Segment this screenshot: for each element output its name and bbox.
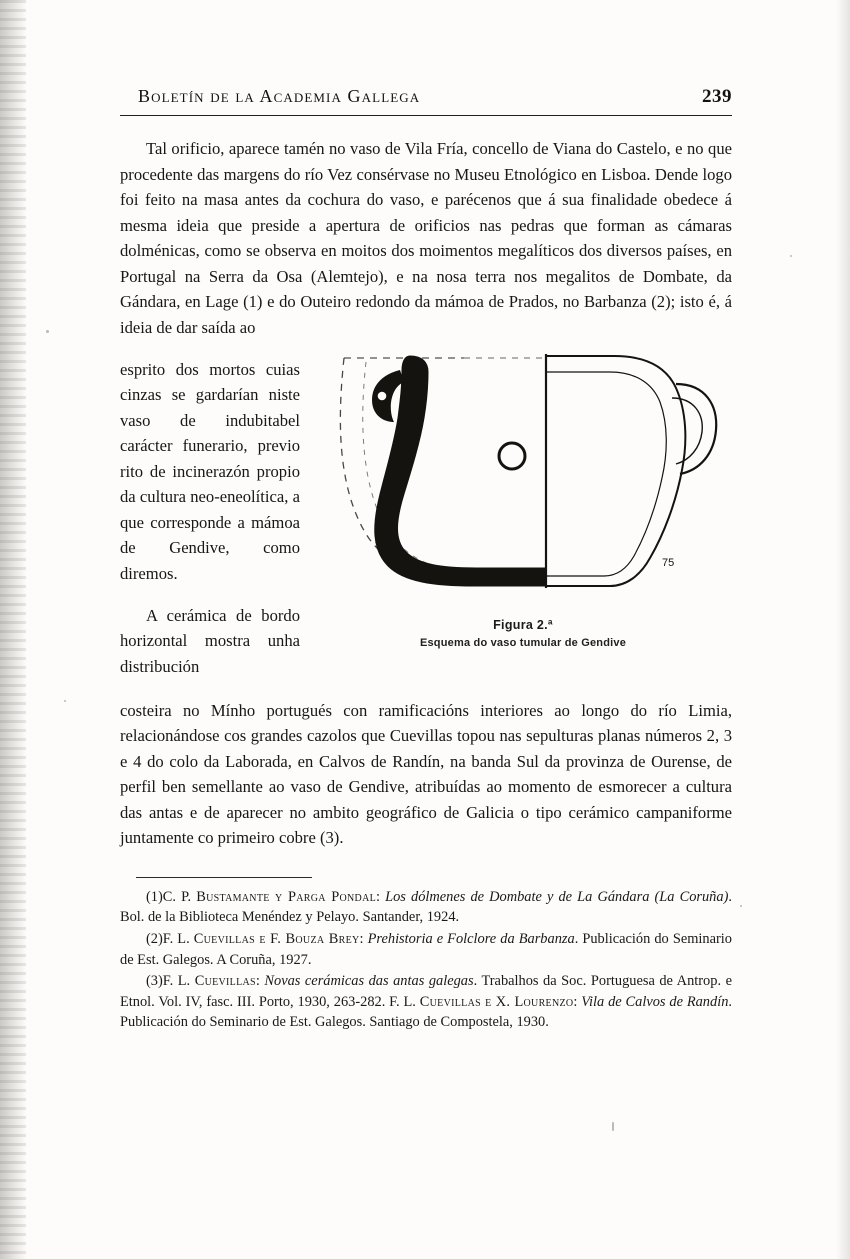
footnote-tail: . Bol. de la Biblioteca Menéndez y Pelayo. Santander, 1924. — [120, 888, 732, 926]
figure-image — [314, 344, 732, 616]
footnote-authors: Cuevillas — [194, 973, 256, 990]
footnote-lead: F. L. — [162, 930, 194, 947]
paragraph: Tal orificio, aparece tamén no vaso de Vila Fría, concello de Viana do Castelo, e no que procedente das margens do río Vez consérvase no Museu Etnológico en Lisboa. Dende logo foi feito na masa antes da cochura do vaso, e parécenos que á sua finalidade obedece á mesma ideia que preside a apertura de orificios nas pedras que forman as cámaras dolménicas, como se observa en moitos dos moimentos megalíticos dos diversos países, en Portugal na Serra da Osa (Alemtejo), e na nosa terra nos megalitos de Dombate, da Gándara, en Lage (1) e do Outeiro redondo da mámoa de Prados, no Barbanza (2); isto é, á ideia de dar saída ao — [120, 139, 732, 337]
running-head-title: Boletín de la Academia Gallega — [138, 86, 421, 106]
paragraph: esprito dos mortos cuias cinzas se gardarían niste vaso de indubitabel carácter funerario, previo rito de incinerazón propio da cultura neo-eneolítica, a que corresponde a mámoa de Gendive, como diremos. — [120, 359, 300, 583]
footnote-title: Los dólmenes de Dombate y de La Gándara (La Coruña) — [385, 888, 729, 905]
page-number: 239 — [702, 86, 732, 107]
paragraph-block-3 — [120, 698, 732, 851]
footnote-lead: C. P. — [162, 888, 197, 905]
footnote-lead: F. L. — [162, 973, 195, 990]
speck — [740, 905, 742, 907]
speck — [64, 700, 66, 702]
footnotes — [120, 887, 732, 1033]
page-content — [120, 86, 732, 1034]
paragraph: costeira no Mínho portugués con ramificacións interiores ao longo do río Limia, relacionándose cos grandes cazolos que Cuevillas topou nas sepulturas planas números 2, 3 e 4 do colo da Laborada, en Calvos de Randín, na banda Sul da provinza de Ourense, de perfil ben semellante ao vaso de Gendive, atribuídas ao momento de esmorecer a cultura das antas e de aparecer no ambito geográfico de Galicia o tipo cerámico campaniforme juntamente co primeiro cobre (3). — [120, 700, 732, 848]
figure-subcaption: Esquema do vaso tumular de Gendive — [419, 637, 627, 649]
footnote-tail: . Publicación do Seminario de Est. Galegos. A Coruña, 1927. — [120, 930, 732, 968]
footnote-1 — [120, 887, 732, 928]
footnote-tail-2: . Publicación do Seminario de Est. Galegos. Santiago de Compostela, 1930. — [120, 993, 733, 1031]
footnote-authors-2: Cuevillas e X. Lourenzo — [419, 993, 574, 1010]
paragraph: A cerámica de bordo horizontal mostra unha distribución — [120, 605, 300, 676]
footnote-marker: (1) — [146, 888, 163, 905]
footnote-sep: : — [376, 888, 386, 905]
footnote-title-2: Vila de Calvos de Randín — [581, 993, 729, 1010]
header-rule — [120, 115, 732, 116]
scan-right-edge-artifact — [836, 0, 850, 1259]
vessel-section-drawing — [314, 344, 732, 616]
footnote-sep-2: : — [573, 993, 582, 1010]
footnote-sep: : — [359, 930, 368, 947]
speck — [612, 1122, 614, 1131]
footnote-authors: Bustamante y Parga Pondal — [196, 888, 376, 905]
footnote-tail: . Trabalhos da Soc. Portuguesa de Antrop. e Etnol. Vol. IV, fasc. III. Porto, 1930, 263-282. F. L. — [120, 973, 732, 1010]
footnote-3 — [120, 971, 732, 1033]
footnote-sep: : — [255, 973, 265, 990]
footnote-separator — [136, 877, 312, 878]
footnote-marker: (2) — [146, 930, 163, 947]
speck — [790, 255, 792, 257]
speck — [46, 330, 49, 333]
footnote-title: Prehistoria e Folclore da Barbanza — [367, 930, 575, 947]
running-head — [120, 86, 732, 108]
paragraph-block-1 — [120, 136, 732, 340]
footnote-2 — [120, 929, 732, 970]
scan-left-edge-artifact — [0, 0, 26, 1259]
figure-scale-label: 75 — [662, 557, 675, 569]
footnote-title: Novas cerámicas das antas galegas — [264, 973, 474, 990]
footnote-authors: Cuevillas e F. Bouza Brey — [193, 930, 360, 947]
figure-container — [314, 344, 732, 649]
figure-caption: Figura 2.ª — [493, 618, 553, 632]
footnote-marker: (3) — [146, 973, 163, 990]
